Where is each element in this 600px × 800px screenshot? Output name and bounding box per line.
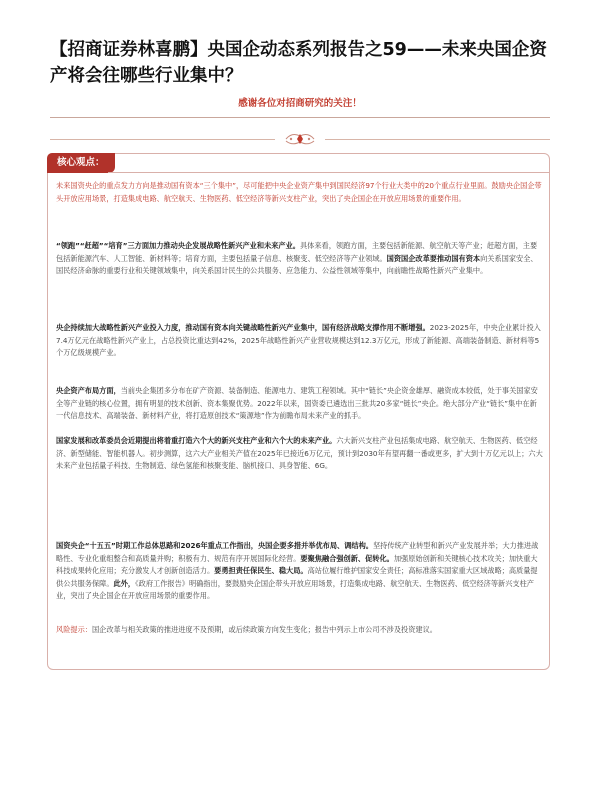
p4-text: 当前央企集团多分布在矿产资源、装备制造、能源电力、建筑工程领域。其中“链长”央企资金雄厚、融资成本较低，处于事关国家安全等产业链的核心位置，拥有明显的技术创新、资本集聚优势。2022年以来，国资委已遴选出三批共20多家“链长”央企。绝大部分产业“链长”集中在新一代信息技术、高端装备、新材料产业，将打造原创技术“策源地”作为前瞻布局未来产业的抓手。 bbox=[56, 386, 538, 421]
paragraph-investment bbox=[56, 322, 543, 360]
p6-bold3: 要勇担责任保民生、稳大局。 bbox=[214, 566, 308, 576]
paragraph-15th-plan bbox=[56, 540, 543, 603]
p3-bold: 央企持续加大战略性新兴产业投入力度，推动国有资本向关键战略性新兴产业集中，国有经济战略支撑作用不断增强。 bbox=[56, 323, 430, 332]
p2-text: 具体来看，领跑方面，主要包括新能源、航空航天等产业；赶超方面，主要包括新能源汽车、人工智能、新材料等；培育方面，主要包括量子信息、核聚变、低空经济等产业领域。 bbox=[56, 241, 538, 263]
p6-text2: 加强原始创新和关键核心技术攻关；加快重大科技成果转化应用；充分激发人才创新创造活力。 bbox=[56, 553, 538, 576]
paragraph-ndrc bbox=[56, 435, 543, 473]
p5-bold: 国家发展和改革委员会近期提出将着重打造六个大的新兴支柱产业和六个大的未来产业。 bbox=[56, 436, 337, 445]
box-header bbox=[48, 154, 549, 172]
p6-text3: 高站位履行维护国家安全责任；高标准落实国家重大区域战略；高质量提供公共服务保障。 bbox=[56, 566, 538, 588]
ornament-divider bbox=[50, 130, 550, 148]
p6-bold4: 此外， bbox=[113, 578, 136, 588]
p2-bold: “领跑”“赶超”“培育”三方面加力推动央企发展战略性新兴产业和未来产业。 bbox=[56, 241, 300, 250]
p2-text2: 向关系国家安全、国民经济命脉的重要行业和关键领域集中，向关系国计民生的公共服务、应急能力、公益性领域等集中，向前瞻性战略性新兴产业集中。 bbox=[56, 253, 538, 276]
risk-label: 风险提示： bbox=[56, 625, 92, 634]
risk-text: 国企改革与相关政策的推进进度不及预期，或后续政策方向发生变化；报告中列示上市公司不涉及投资建议。 bbox=[91, 625, 437, 634]
thanks-line: 感谢各位对招商研究的关注！ bbox=[238, 98, 362, 109]
p4-bold: 央企资产布局方面， bbox=[56, 386, 121, 395]
ornament-icon bbox=[282, 130, 318, 148]
ornament-line-left bbox=[50, 139, 275, 140]
p6-text4: 《政府工作报告》明确指出，要鼓励央企国企带头开放应用场景，打造集成电路、航空航天、生物医药、低空经济等新兴支柱产业，突出了央企国企在开放应用场景的重要作用。 bbox=[56, 578, 534, 601]
paragraph-lead-catch-cultivate bbox=[56, 240, 543, 278]
report-title: 【招商证券林喜鹏】央国企动态系列报告之59——未来央国企资产将会往哪些行业集中？ bbox=[50, 40, 547, 86]
intro-paragraph: 未来国资央企的重点发力方向是推动国有资本“三个集中”，尽可能把中央企业资产集中到国民经济97个行业大类中的20个重点行业里面。鼓励央企国企带头开放应用场景，打造集成电路、航空航天、生物医药、低空经济等新兴支柱产业，突出了央企国企在开放应用场景的重要作用。 bbox=[56, 181, 542, 203]
p3-text: 2023-2025年，中央企业累计投入7.4万亿元在战略性新兴产业上，占总投资比重达到42%，2025年战略性新兴产业营收规模达到12.3万亿元，形成了新能源、高端装备制造、新材料等5个万亿级规模产业。 bbox=[56, 323, 541, 358]
p6-text: 坚持传统产业转型和新兴产业发展并举；大力推进战略性、专业化重组整合和高质量并购；积极有力、规范有序开展国际化经营。 bbox=[56, 541, 539, 563]
p6-bold: 国资央企“十五五”时期工作总体思路和2026年重点工作指出，央国企要多措并举优布局、调结构。 bbox=[56, 541, 373, 550]
core-view-box bbox=[47, 153, 550, 670]
p6-bold2: 要聚焦融合强创新、促转化。 bbox=[300, 553, 394, 563]
box-header-rule bbox=[108, 172, 549, 173]
paragraph-asset-layout bbox=[56, 385, 543, 423]
ornament-line-right bbox=[325, 139, 550, 140]
header-divider bbox=[50, 117, 550, 118]
p5-text: 六大新兴支柱产业包括集成电路、航空航天、生物医药、低空经济、新型储能、智能机器人。初步测算，这六大产业相关产值在2025年已接近6万亿元，预计到2030年有望再翻一番或更多，扩大到十万亿元以上；六大未来产业包括量子科技、生物制造、绿色氢能和核聚变能、脑机接口、具身智能、6G。 bbox=[56, 436, 543, 471]
risk-warning bbox=[56, 624, 543, 637]
core-view-tag: 核心观点： bbox=[47, 153, 115, 173]
p2-bold2: 国资国企改革要推动国有资本 bbox=[386, 253, 481, 263]
